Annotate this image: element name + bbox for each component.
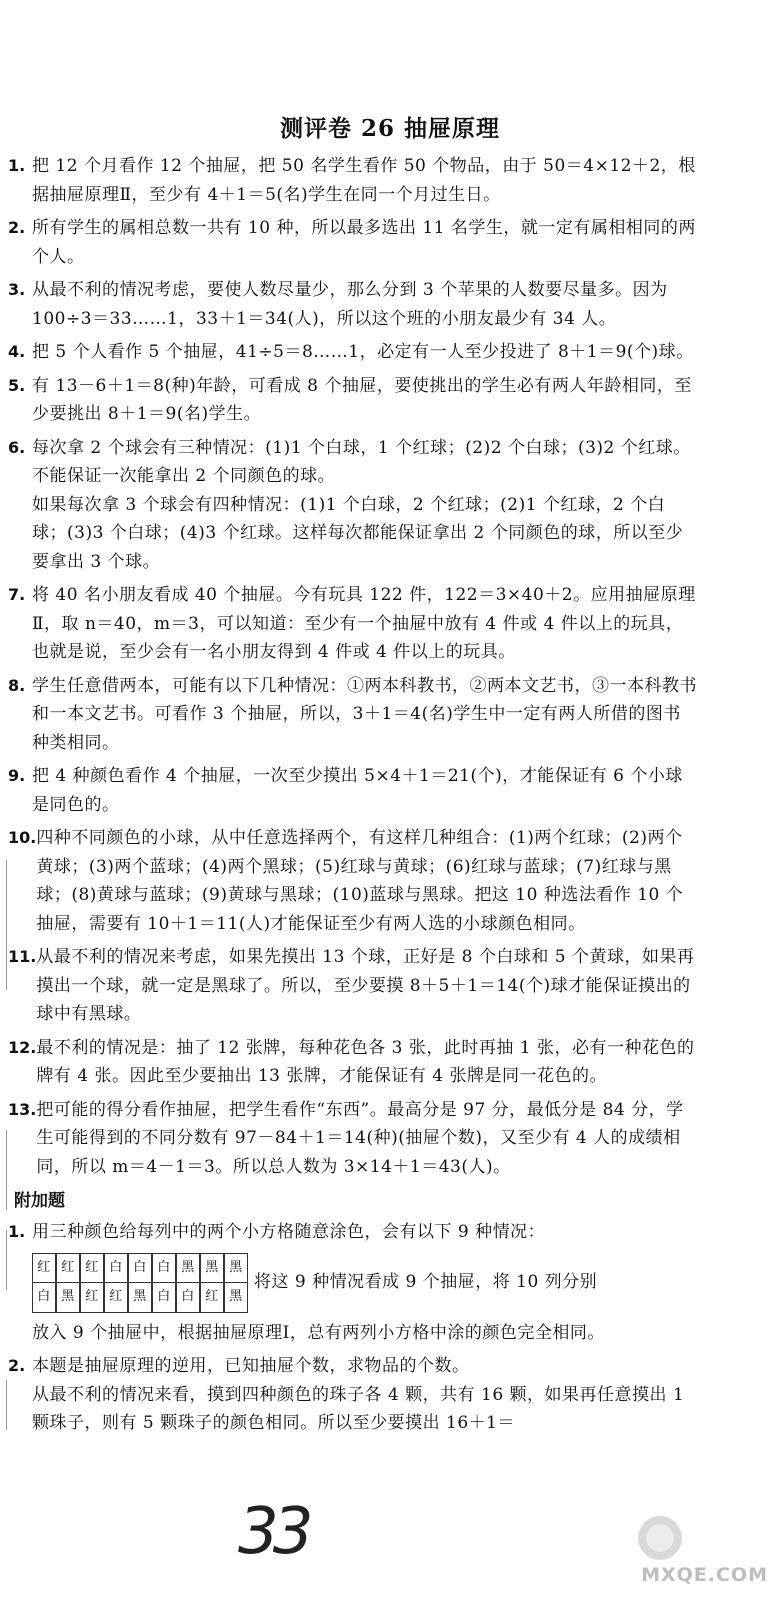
item-text: 如果每次拿 3 个球会有四种情况：(1)1 个白球，2 个红球；(2)1 个红球，2 个白球；(3)3 个白球；(4)3 个红球。这样每次都能保证拿出 2 个同颜色的球，所以至少要拿出 3 个球。 [32, 494, 684, 572]
item-text: 将这 9 种情况看成 9 个抽屉，将 10 列分别 [254, 1272, 598, 1293]
answer-item [8, 1096, 698, 1182]
item-text: 有 13－6＋1＝8(种)年龄，可看成 8 个抽屉，要使挑出的学生必有两人年龄相同，至少要挑出 8＋1＝9(名)学生。 [32, 375, 692, 424]
grid-cell: 红 [56, 1253, 80, 1283]
item-number: 13. [8, 1099, 37, 1119]
extra-question-1 [8, 1218, 698, 1347]
answer-item [8, 276, 698, 333]
grid-cell: 黑 [128, 1283, 152, 1313]
item-text: 将 40 名小朋友看成 40 个抽屉。今有玩具 122 件，122＝3×40＋2。应用抽屉原理Ⅱ，取 n＝40，m＝3，可以知道：至少有一个抽屉中放有 4 件或 4 件以上的玩具，也就是说，至少会有一名小朋友得到 4 件或 4 件以上的玩具。 [32, 585, 696, 662]
item-number: 12. [8, 1037, 37, 1057]
answer-item [8, 152, 698, 209]
item-number: 10. [8, 828, 37, 847]
grid-cell: 黑 [56, 1283, 80, 1313]
margin-mark [6, 1380, 7, 1430]
item-text: 本题是抽屉原理的逆用，已知抽屉个数，求物品的个数。 [32, 1356, 470, 1376]
item-text: 把 4 种颜色看作 4 个抽屉，一次至少摸出 5×4＋1＝21(个)，才能保证有 6 个小球是同色的。 [32, 766, 683, 815]
item-text: 学生任意借两本，可能有以下几种情况：①两本科教书，②两本文艺书，③一本科教书和一本文艺书。可看作 3 个抽屉，所以，3＋1＝4(名)学生中一定有两人所借的图书种类相同。 [32, 675, 697, 753]
item-number: 11. [8, 947, 37, 966]
extra-question-2 [8, 1352, 698, 1438]
grid-cell: 黑 [176, 1253, 200, 1283]
margin-mark [6, 860, 7, 990]
item-number: 6. [8, 437, 26, 457]
handwritten-page-number: 33 [238, 1495, 308, 1569]
item-number: 4. [8, 342, 26, 361]
item-number: 3. [8, 280, 26, 299]
answer-item [8, 372, 698, 429]
grid-cell: 黑 [200, 1253, 224, 1283]
margin-mark [6, 1230, 7, 1290]
grid-cell: 红 [80, 1253, 104, 1283]
grid-cell: 红 [80, 1283, 104, 1313]
grid-cell: 红 [33, 1253, 57, 1283]
answer-list [8, 152, 698, 1443]
item-text: 把 12 个月看作 12 个抽屉，把 50 名学生看作 50 个物品，由于 50＝4×12＋2，根据抽屉原理Ⅱ，至少有 4＋1＝5(名)学生在同一个月过生日。 [32, 156, 696, 205]
margin-mark [6, 1130, 7, 1210]
item-text: 从最不利的情况考虑，要使人数尽量少，那么分到 3 个苹果的人数要尽量多。因为 100÷3＝33……1，33＋1＝34(人)，所以这个班的小朋友最少有 34 人。 [32, 280, 668, 329]
item-text: 放入 9 个抽屉中，根据抽屉原理Ⅰ，总有两列小方格中涂的颜色完全相同。 [32, 1322, 605, 1343]
answer-item [8, 762, 698, 819]
grid-cell: 红 [104, 1283, 128, 1313]
answer-item [8, 581, 698, 667]
answer-item [8, 943, 698, 1029]
color-grid [32, 1253, 248, 1313]
grid-cell: 白 [33, 1283, 57, 1313]
answer-item [8, 214, 698, 271]
grid-cell: 黑 [224, 1283, 248, 1313]
item-text: 把 5 个人看作 5 个抽屉，41÷5＝8……1，必定有一人至少投进了 8＋1＝9(个)球。 [32, 342, 694, 362]
answer-item [8, 1034, 698, 1091]
answer-item [8, 434, 698, 577]
watermark-text: MXQE.COM [641, 1564, 768, 1586]
item-number: 5. [8, 375, 26, 395]
grid-cell: 白 [152, 1283, 176, 1313]
item-text: 最不利的情况是：抽了 12 张牌，每种花色各 3 张，此时再抽 1 张，必有一种花色的牌有 4 张。因此至少要抽出 13 张牌，才能保证有 4 张牌是同一花色的。 [36, 1037, 695, 1086]
item-number: 1. [8, 156, 26, 175]
answer-item [8, 672, 698, 758]
item-text: 从最不利的情况来考虑，如果先摸出 13 个球，正好是 8 个白球和 5 个黄球，如果再摸出一个球，就一定是黑球了。所以，至少要摸 8＋5＋1＝14(个)球才能保证摸出的球中有黑球。 [36, 947, 695, 1024]
grid-cell: 白 [128, 1253, 152, 1283]
grid-cell: 白 [176, 1283, 200, 1313]
item-text: 把可能的得分看作抽屉，把学生看作“东西”。最高分是 97 分，最低分是 84 分，学生可能得到的不同分数有 97－84＋1＝14(种)(抽屉个数)，又至少有 4 人的成绩相同，所以 m＝4－1＝3。所以总人数为 3×14＋1＝43(人)。 [36, 1099, 684, 1177]
item-text: 所有学生的属相总数一共有 10 种，所以最多选出 11 名学生，就一定有属相相同的两个人。 [32, 218, 696, 267]
item-number: 8. [8, 675, 26, 695]
answer-item [8, 338, 698, 367]
item-text: 四种不同颜色的小球，从中任意选择两个，有这样几种组合：(1)两个红球；(2)两个黄球；(3)两个蓝球；(4)两个黑球；(5)红球与黄球；(6)红球与蓝球；(7)红球与黑球；(8)黄球与蓝球；(9)黄球与黑球；(10)蓝球与黑球。把这 10 种选法看作 10 个抽屉，需要有 10＋1＝11(人)才能保证至少有两人选的小球颜色相同。 [36, 828, 684, 934]
item-number: 2. [8, 218, 26, 237]
item-text: 用三种颜色给每列中的两个小方格随意涂色，会有以下 9 种情况： [32, 1222, 546, 1242]
grid-cell: 白 [104, 1253, 128, 1283]
grid-cell: 红 [200, 1283, 224, 1313]
item-text: 每次拿 2 个球会有三种情况：(1)1 个白球，1 个红球；(2)2 个白球；(3)2 个红球。不能保证一次能拿出 2 个同颜色的球。 [32, 437, 691, 486]
item-text: 从最不利的情况来看，摸到四种颜色的珠子各 4 颗，共有 16 颗，如果再任意摸出 1 颗珠子，则有 5 颗珠子的颜色相同。所以至少要摸出 16＋1＝ [32, 1384, 685, 1433]
grid-cell: 黑 [224, 1253, 248, 1283]
item-number: 1. [8, 1222, 26, 1241]
answer-item [8, 824, 698, 938]
item-number: 7. [8, 585, 26, 604]
grid-cell: 白 [152, 1253, 176, 1283]
item-number: 9. [8, 766, 26, 785]
item-number: 2. [8, 1356, 26, 1375]
page-title: 测评卷 26 抽屉原理 [279, 115, 501, 142]
extra-heading: 附加题 [14, 1191, 65, 1211]
